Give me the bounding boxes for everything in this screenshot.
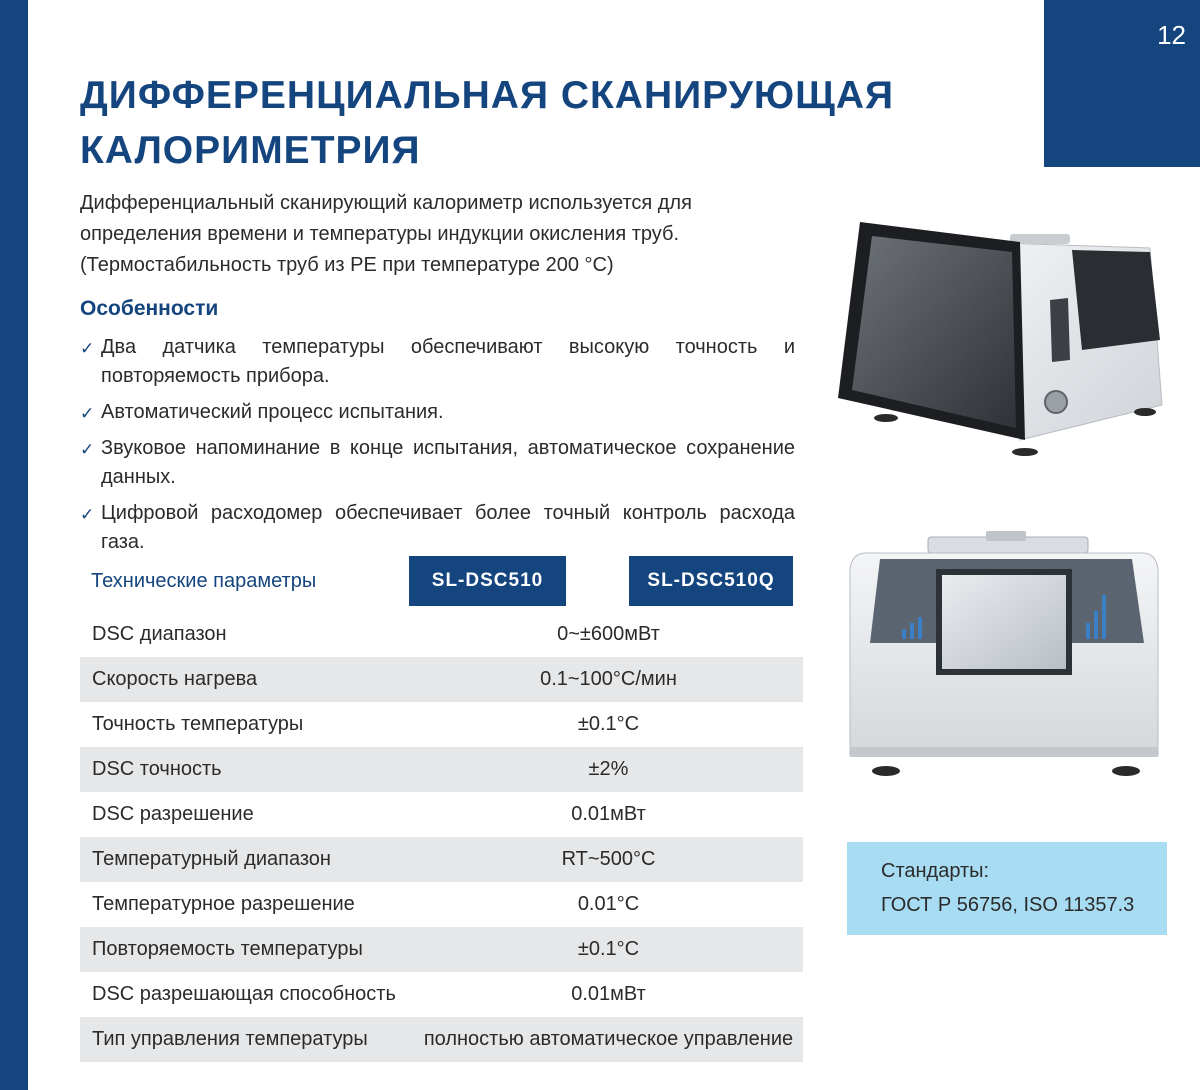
page-number: 12: [1157, 20, 1186, 50]
features-list: [80, 333, 795, 564]
check-icon: ✓: [80, 505, 95, 524]
specs-heading: Технические параметры: [91, 570, 317, 592]
spec-value: 0.01°С: [577, 893, 640, 915]
page-number-box: [1044, 0, 1200, 167]
model-badge-sl-dsc510q: SL-DSC510Q: [629, 556, 793, 606]
standards-box: [847, 842, 1167, 935]
table-row: [80, 1017, 803, 1062]
table-row: [80, 882, 803, 927]
table-row: [80, 657, 803, 702]
spec-value: ±0.1°С: [577, 713, 640, 735]
table-row: [80, 837, 803, 882]
feature-text: Два датчика температуры обеспечивают высокую точность и повторяемость прибора.: [101, 336, 795, 387]
check-icon: ✓: [80, 440, 95, 459]
spec-label: Точность температуры: [92, 713, 304, 735]
table-row: [80, 972, 803, 1017]
feature-text: Цифровой расходомер обеспечивает более точный контроль расхода газа.: [101, 502, 795, 553]
spec-value: 0.01мВт: [571, 983, 646, 1005]
feature-text: Звуковое напоминание в конце испытания, автоматическое сохранение данных.: [101, 437, 795, 488]
spec-label: Температурный диапазон: [92, 848, 331, 870]
left-accent-bar: [0, 0, 28, 1090]
spec-label: Тип управления температуры: [92, 1028, 368, 1050]
spec-value: RT~500°C: [561, 848, 656, 870]
table-row: [80, 612, 803, 657]
spec-label: DSC диапазон: [92, 623, 227, 645]
spec-value: 0.1~100°С/мин: [540, 668, 677, 690]
spec-label: Повторяемость температуры: [92, 938, 363, 960]
model-badge-sl-dsc510: SL-DSC510: [409, 556, 566, 606]
feature-item: [80, 398, 795, 427]
specs-table: [80, 612, 803, 1062]
table-row: [80, 702, 803, 747]
spec-value: 0~±600мВт: [557, 623, 660, 645]
device-photo-front: [836, 525, 1172, 800]
spec-label: Температурное разрешение: [92, 893, 355, 915]
spec-value: ±0.1°С: [577, 938, 640, 960]
page-title-line-1: ДИФФЕРЕНЦИАЛЬНАЯ СКАНИРУЮЩАЯ: [80, 74, 895, 117]
feature-item: [80, 499, 795, 557]
table-row: [80, 927, 803, 972]
feature-text: Автоматический процесс испытания.: [101, 401, 444, 423]
intro-paragraph: Дифференциальный сканирующий калориметр используется для определения времени и температуры индукции окисления труб. (Термостабильность труб из PE при температуре 200 °C): [80, 192, 692, 276]
device-photo-angled: [820, 190, 1180, 490]
spec-label: DSC точность: [92, 758, 222, 780]
spec-value: полностью автоматическое управление: [423, 1028, 794, 1050]
standards-label: Стандарты:: [881, 860, 990, 882]
feature-item: [80, 434, 795, 492]
spec-value: ±2%: [588, 758, 629, 780]
spec-label: DSC разрешение: [92, 803, 254, 825]
check-icon: ✓: [80, 404, 95, 423]
feature-item: [80, 333, 795, 391]
table-row: [80, 792, 803, 837]
spec-value: 0.01мВт: [571, 803, 646, 825]
features-heading: Особенности: [80, 297, 219, 320]
page-title: [80, 68, 980, 178]
standards-value: ГОСТ Р 56756, ISO 11357.3: [881, 894, 1135, 916]
spec-label: Скорость нагрева: [92, 668, 258, 690]
page-title-line-2: КАЛОРИМЕТРИЯ: [80, 129, 421, 172]
check-icon: ✓: [80, 339, 95, 358]
spec-label: DSC разрешающая способность: [92, 983, 396, 1005]
table-row: [80, 747, 803, 792]
